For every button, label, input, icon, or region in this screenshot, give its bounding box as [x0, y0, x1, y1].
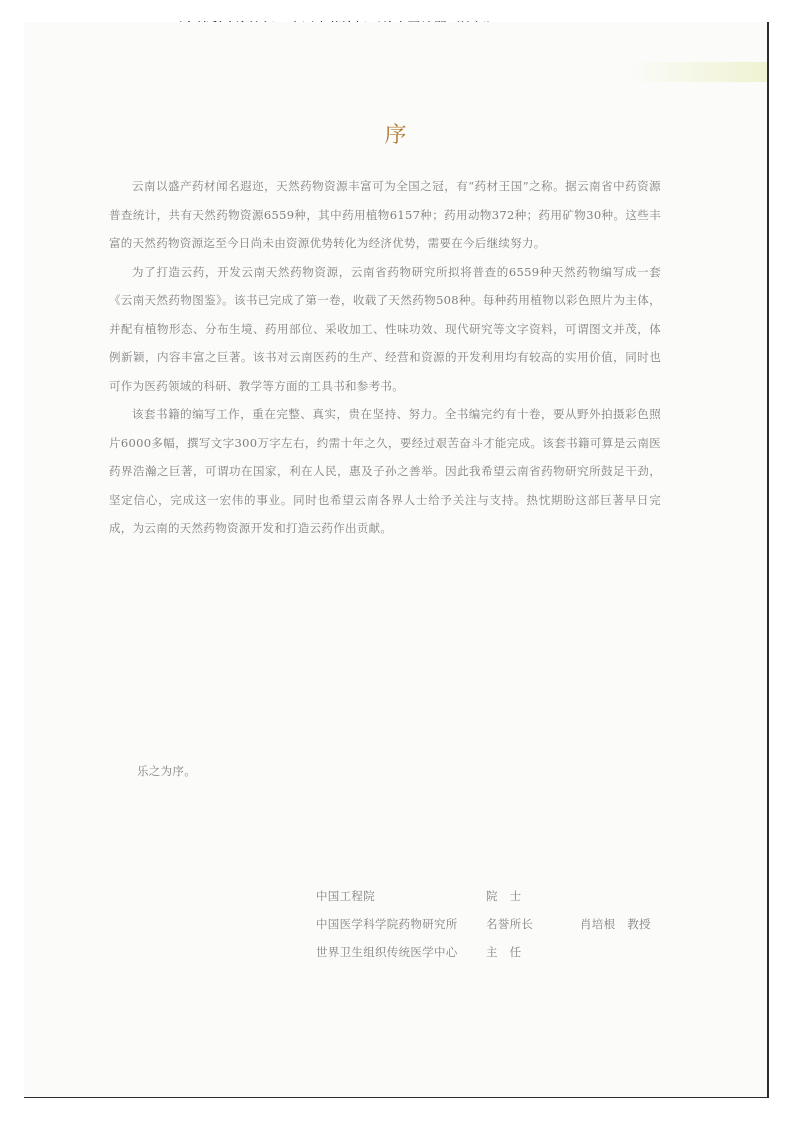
- paragraph: 该套书籍的编写工作，重在完整、真实，贵在坚持、努力。全书编完约有十卷，要从野外拍摄彩色照片6000多幅，撰写文字300万字左右，约需十年之久，要经过艰苦奋斗才能完成。该套书籍可算是云南医药界浩瀚之巨著，可谓功在国家，利在人民，惠及子孙之善举。因此我希望云南省药物研究所鼓足干劲，坚定信心，完成这一宏伟的事业。同时也希望云南各界人士给予关注与支持。热忱期盼这部巨著早日完成，为云南的天然药物资源开发和打造云药作出贡献。: [109, 407, 661, 535]
- paragraph: 为了打造云药，开发云南天然药物资源，云南省药物研究所拟将普查的6559种天然药物编写成一套《云南天然药物图鉴》。该书已完成了第一卷，收载了天然药物508种。每种药用植物以彩色照片为主体，并配有植物形态、分布生境、药用部位、采收加工、性味功效、现代研究等文字资料，可谓图文并茂，体例新颖，内容丰富之巨著。该书对云南医药的生产、经营和资源的开发利用均有较高的实用价值，同时也可作为医药领域的科研、教学等方面的工具书和参考书。: [109, 264, 661, 393]
- signature-title: 名誉所长: [486, 917, 534, 931]
- paragraph: 云南以盛产药材闻名遐迩，天然药物资源丰富可为全国之冠，有“药材王国”之称。据云南省中药资源普查统计，共有天然药物资源6559种，其中药用植物6157种；药用动物372种；药用矿物30种。这些丰富的天然药物资源迄至今日尚未由资源优势转化为经济优势，需要在今后继续努力。: [109, 179, 661, 250]
- scanned-page: [24, 22, 769, 1098]
- signature-org: 世界卫生组织传统医学中心: [316, 945, 458, 959]
- signature-title: 院 士: [486, 889, 522, 903]
- signature-org: 中国医学科学院药物研究所: [316, 917, 458, 931]
- page-title: 序: [384, 123, 409, 148]
- scan-color-tint: [627, 62, 767, 82]
- closing-line: 乐之为序。: [137, 764, 196, 778]
- preface-body: [109, 172, 661, 543]
- signature-org: 中国工程院: [316, 889, 375, 903]
- signature-title: 主 任: [486, 945, 522, 959]
- signature-name: 肖培根 教授: [580, 917, 651, 931]
